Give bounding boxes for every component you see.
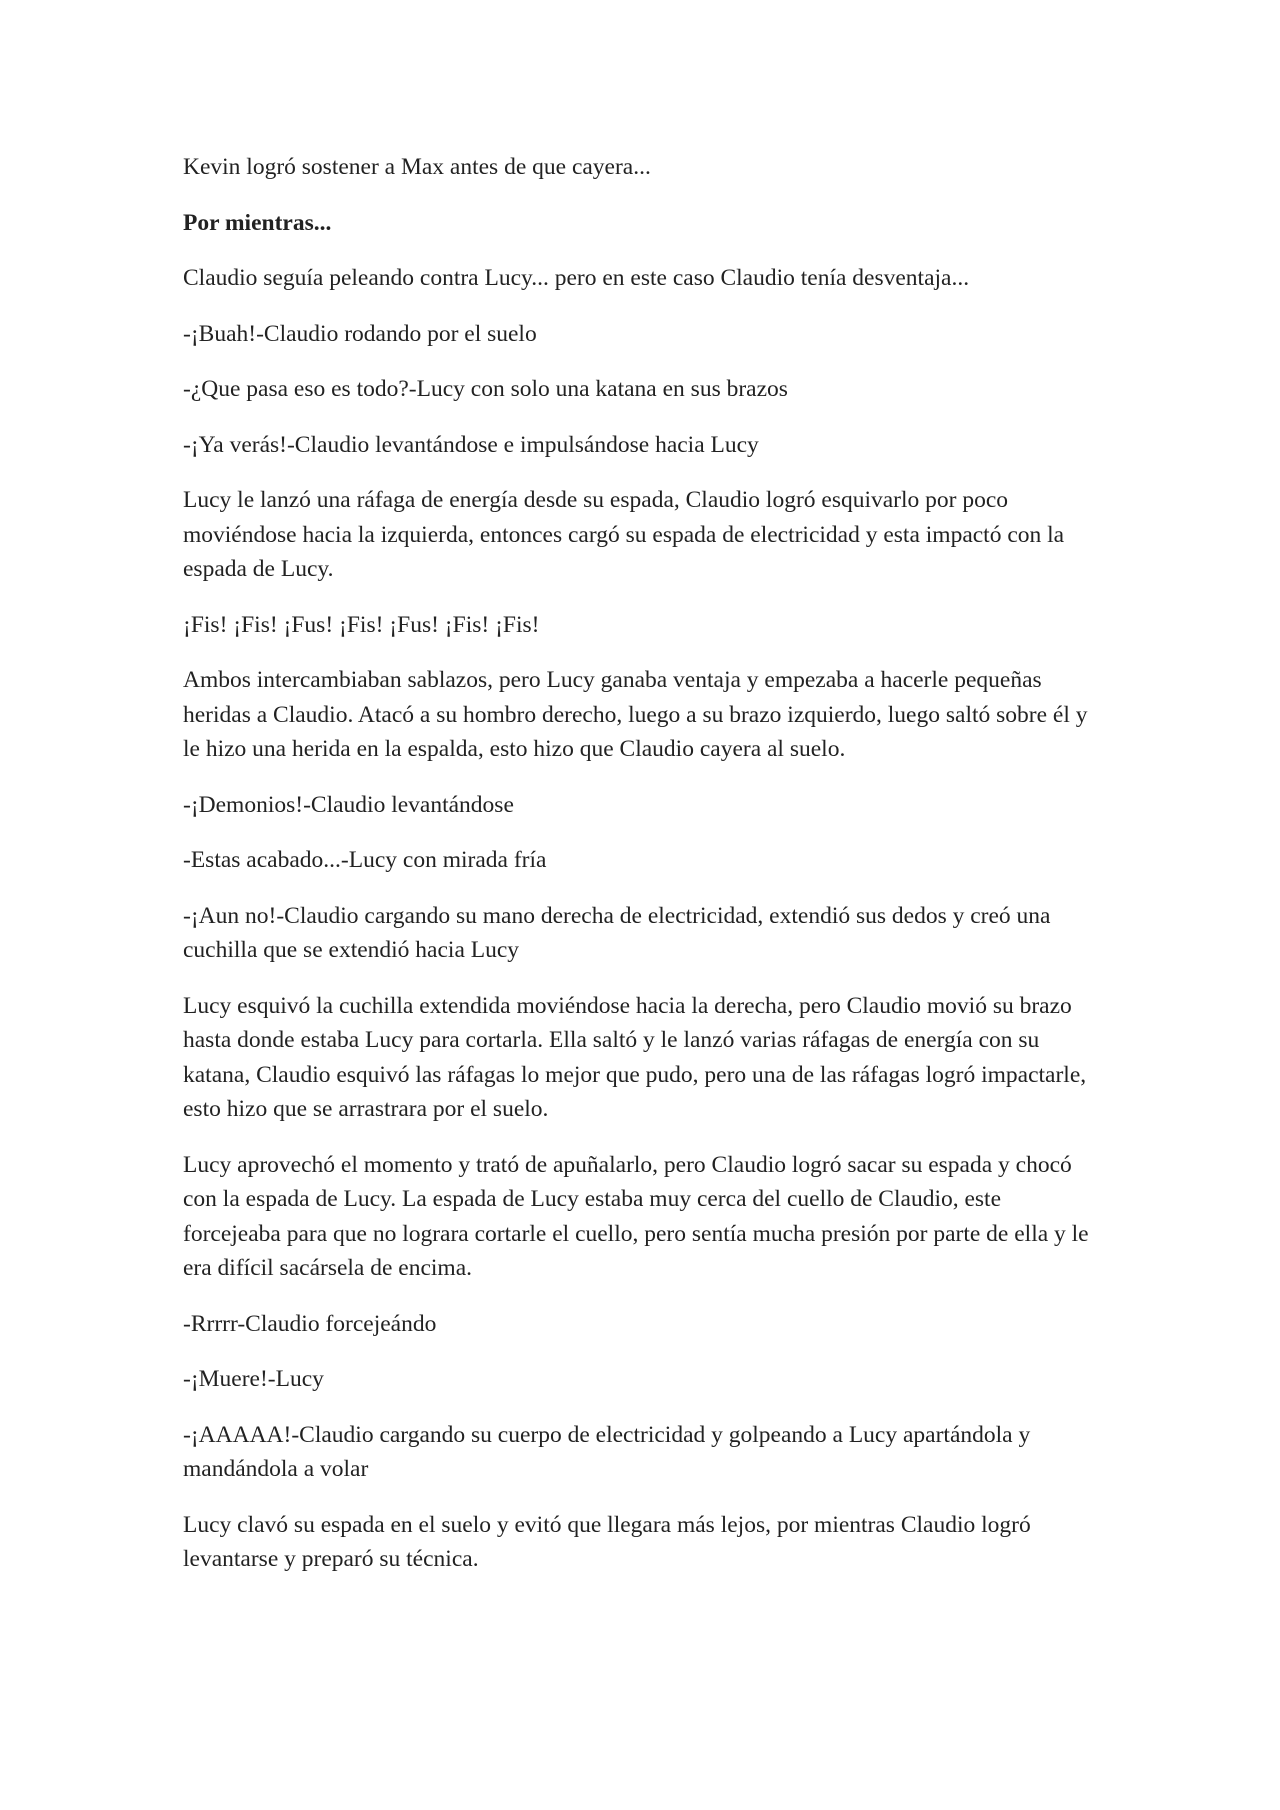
dialogue-line: -¡Aun no!-Claudio cargando su mano derecha de electricidad, extendió sus dedos y creó una cuchilla que se extendió hacia Lucy xyxy=(183,902,1051,963)
dialogue-line: -¡AAAAA!-Claudio cargando su cuerpo de electricidad y golpeando a Lucy apartándola y mandándola a volar xyxy=(183,1421,1031,1482)
paragraph: Claudio seguía peleando contra Lucy... pero en este caso Claudio tenía desventaja... xyxy=(183,265,970,291)
dialogue-line: -¡Ya verás!-Claudio levantándose e impulsándose hacia Lucy xyxy=(183,431,759,458)
section-heading: Por mientras... xyxy=(183,209,332,236)
dialogue-line: -Rrrrr-Claudio forcejeándo xyxy=(183,1310,437,1337)
paragraph: Kevin logró sostener a Max antes de que cayera... xyxy=(183,154,651,180)
dialogue-line: -¿Que pasa eso es todo?-Lucy con solo una katana en sus brazos xyxy=(183,376,788,402)
paragraph: Lucy esquivó la cuchilla extendida moviéndose hacia la derecha, pero Claudio movió su brazo hasta donde estaba Lucy para cortarla. Ella saltó y le lanzó varias ráfagas de energía con su katana, Claudio esquivó las ráfagas lo mejor que pudo, pero una de las ráfagas logró impactarle, esto hizo que se arrastrara por el suelo. xyxy=(183,992,1087,1122)
paragraph: Ambos intercambiaban sablazos, pero Lucy ganaba ventaja y empezaba a hacerle pequeñas heridas a Claudio. Atacó a su hombro derecho, luego a su brazo izquierdo, luego saltó sobre él y le hizo una herida en la espalda, esto hizo que Claudio cayera al suelo. xyxy=(183,667,1088,762)
dialogue-line: -¡Muere!-Lucy xyxy=(183,1366,324,1392)
paragraph: Lucy aprovechó el momento y trató de apuñalarlo, pero Claudio logró sacar su espada y chocó con la espada de Lucy. La espada de Lucy estaba muy cerca del cuello de Claudio, este forcejeaba para que no lograra cortarle el cuello, pero sentía mucha presión por parte de ella y le era difícil sacársela de encima. xyxy=(183,1151,1089,1281)
document-body xyxy=(183,150,1103,1598)
dialogue-line: -¡Demonios!-Claudio levantándose xyxy=(183,791,514,818)
dialogue-line: -¡Buah!-Claudio rodando por el suelo xyxy=(183,320,537,347)
dialogue-line: -Estas acabado...-Lucy con mirada fría xyxy=(183,847,547,873)
paragraph: Lucy le lanzó una ráfaga de energía desde su espada, Claudio logró esquivarlo por poco moviéndose hacia la izquierda, entonces cargó su espada de electricidad y esta impactó con la espada de Lucy. xyxy=(183,487,1065,582)
paragraph: Lucy clavó su espada en el suelo y evitó que llegara más lejos, por mientras Claudio logró levantarse y preparó su técnica. xyxy=(183,1511,1031,1572)
sound-effect-line: ¡Fis! ¡Fis! ¡Fus! ¡Fis! ¡Fus! ¡Fis! ¡Fis! xyxy=(183,611,540,638)
